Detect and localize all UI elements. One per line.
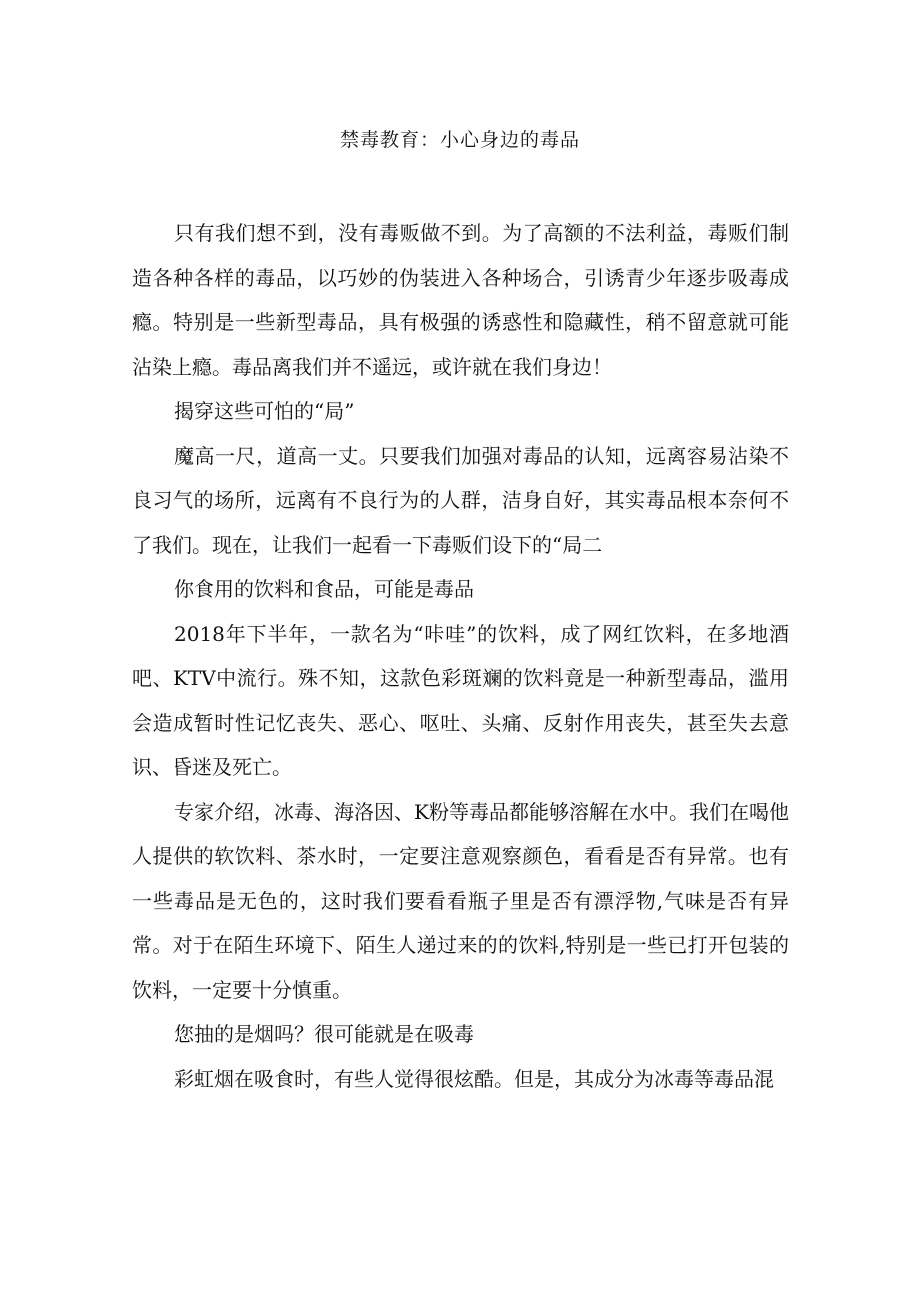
document-title: 禁毒教育：小心身边的毒品: [339, 129, 580, 151]
paragraph-rainbow-cigarette: 彩虹烟在吸食时，有些人觉得很炫酷。但是，其成分为冰毒等毒品混: [174, 1066, 774, 1091]
section-heading-traps: 揭穿这些可怕的“局”: [174, 399, 355, 423]
paragraph-kawa-drink: 2018年下半年，一款名为“咔哇”的饮料，成了网红饮料，在多地酒吧、KTV中流行。殊不知，这款色彩斑斓的饮料竟是一种新型毒品，滥用会造成暂时性记忆丧失、恶心、呕吐、头痛、反射作用丧失，甚至失去意识、昏迷及死亡。: [132, 621, 789, 779]
paragraph-expert-advice: 专家介绍，冰毒、海洛因、K粉等毒品都能够溶解在水中。我们在喝他人提供的软饮料、茶水时，一定要注意观察颜色，看看是否有异常。也有一些毒品是无色的，这时我们要看看瓶子里是否有漂浮物,气味是否有异常。对于在陌生环境下、陌生人递过来的的饮料,特别是一些已打开包装的饮料，一定要十分慎重。: [132, 799, 789, 1002]
paragraph-intro: 只有我们想不到，没有毒贩做不到。为了高额的不法利益，毒贩们制造各种各样的毒品，以巧妙的伪装进入各种场合，引诱青少年逐步吸毒成瘾。特别是一些新型毒品，具有极强的诱惑性和隐藏性，稍不留意就可能沾染上瘾。毒品离我们并不遥远，或许就在我们身边！: [132, 221, 789, 379]
section-heading-drinks: 你食用的饮料和食品，可能是毒品: [174, 577, 474, 601]
document-body: [132, 211, 789, 1101]
section-heading-cigarettes: 您抽的是烟吗？很可能就是在吸毒: [174, 1022, 474, 1046]
paragraph-awareness: 魔高一尺，道高一丈。只要我们加强对毒品的认知，远离容易沾染不良习气的场所，远离有不良行为的人群，洁身自好，其实毒品根本奈何不了我们。现在，让我们一起看一下毒贩们设下的“局二: [132, 443, 789, 557]
